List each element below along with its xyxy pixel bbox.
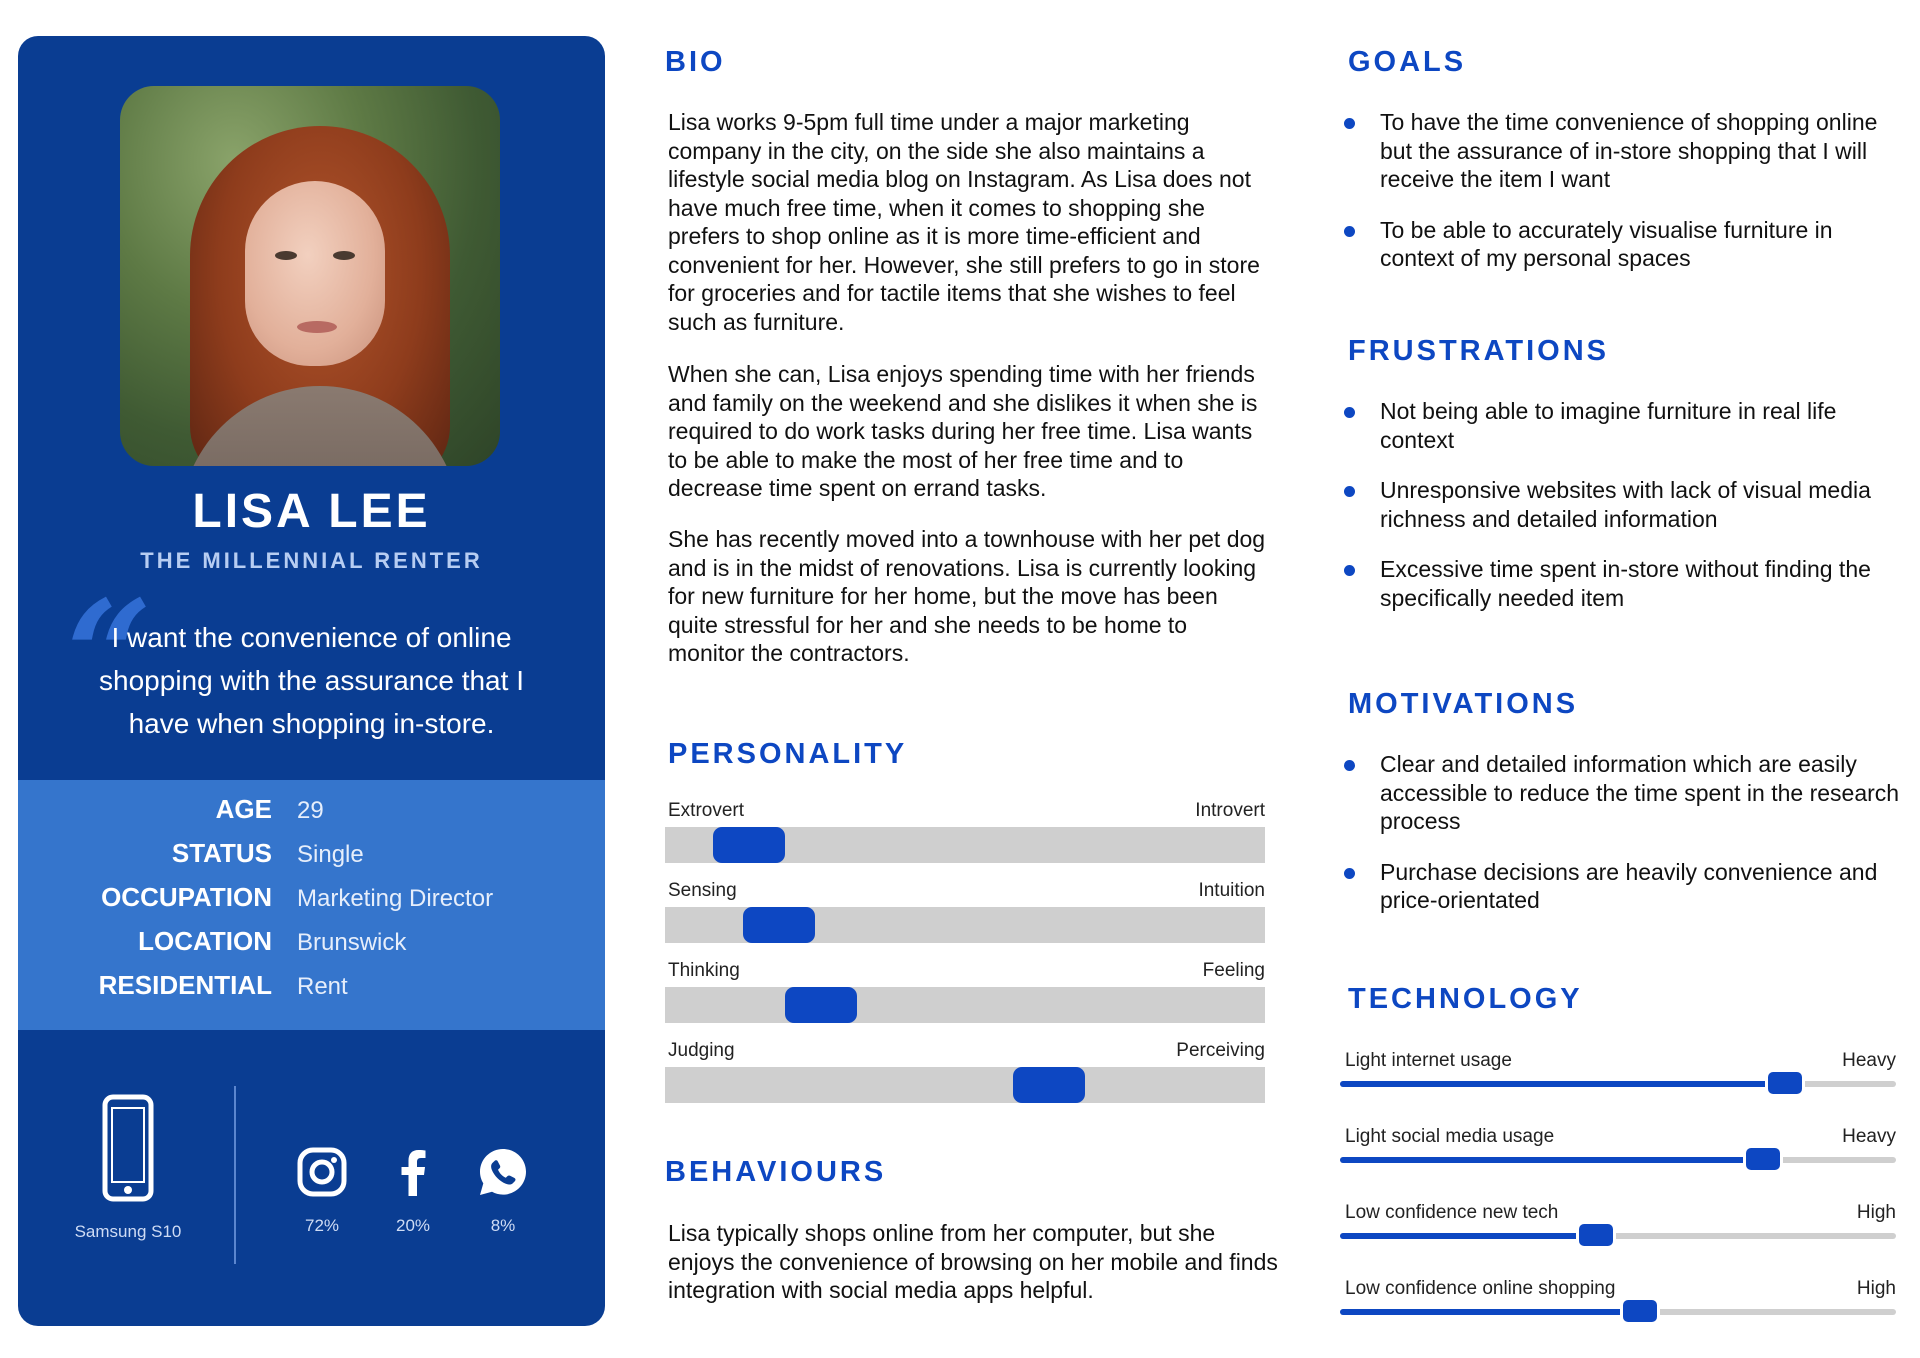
demographic-row (18, 794, 605, 838)
demographic-value: Brunswick (297, 929, 407, 956)
trait-slider-knob (743, 907, 815, 943)
demographic-label: STATUS (171, 838, 272, 868)
bullet-icon (1344, 760, 1355, 771)
tech-left-label: Low confidence online shopping (1345, 1278, 1616, 1299)
demographic-row (18, 926, 605, 970)
technology-heading: TECHNOLOGY (1348, 983, 1583, 1015)
tech-slider-track (1340, 1157, 1896, 1163)
tech-slider-track (1340, 1233, 1896, 1239)
social-percent: 20% (395, 1216, 431, 1235)
list-item: To be able to accurately visualise furniture in context of my personal spaces (1340, 216, 1900, 273)
goals-list (1340, 108, 1900, 295)
trait-left-label: Extrovert (668, 800, 745, 821)
trait-slider-track (665, 827, 1265, 863)
tech-slider-knob (1768, 1072, 1802, 1094)
trait-slider-track (665, 907, 1265, 943)
demographic-value: 29 (297, 797, 324, 824)
behaviours-heading: BEHAVIOURS (665, 1156, 887, 1188)
demographic-value: Marketing Director (297, 885, 494, 912)
demographic-row (18, 838, 605, 882)
bio-heading: BIO (665, 46, 726, 78)
bullet-icon (1344, 118, 1355, 129)
frustrations-heading: FRUSTRATIONS (1348, 335, 1610, 367)
demographic-label: OCCUPATION (101, 882, 272, 912)
persona-subtitle: THE MILLENNIAL RENTER (140, 548, 483, 573)
trait-right-label: Introvert (1195, 800, 1265, 821)
demographic-row (18, 882, 605, 926)
demographic-row (18, 970, 605, 1014)
list-item: Not being able to imagine furniture in real life context (1340, 397, 1900, 454)
demographics-panel (18, 780, 605, 1030)
tech-slider-fill (1340, 1309, 1640, 1315)
trait-left-label: Thinking (668, 960, 740, 981)
tech-right-label: High (1856, 1278, 1896, 1299)
tech-slider-knob (1746, 1148, 1780, 1170)
trait-slider-track (665, 987, 1265, 1023)
persona-quote: I want the convenience of online shopping with the assurance that I have when shopping in-store. (99, 622, 524, 739)
trait-right-label: Perceiving (1176, 1040, 1265, 1061)
tech-left-label: Light social media usage (1345, 1126, 1555, 1147)
goals-heading: GOALS (1348, 46, 1467, 78)
bullet-icon (1344, 868, 1355, 879)
instagram-icon (296, 1146, 348, 1198)
motivations-heading: MOTIVATIONS (1348, 688, 1579, 720)
trait-slider-knob (785, 987, 857, 1023)
trait-slider-knob (1013, 1067, 1085, 1103)
personality-heading: PERSONALITY (668, 738, 908, 770)
frustrations-list (1340, 397, 1900, 634)
persona-name: LISA LEE (192, 485, 431, 538)
bio-paragraph: She has recently moved into a townhouse with her pet dog and is in the midst of renovations. Lisa is currently looking for new furniture for her home, but the move has been quite stressful for her and she needs to be home to monitor the contractors. (668, 526, 1266, 666)
divider (234, 1086, 236, 1264)
trait-right-label: Feeling (1202, 960, 1265, 981)
tech-right-label: Heavy (1842, 1126, 1896, 1147)
trait-right-label: Intuition (1198, 880, 1265, 901)
list-item: Unresponsive websites with lack of visual media richness and detailed information (1340, 476, 1900, 533)
social-percent: 72% (304, 1216, 340, 1235)
tech-slider-track (1340, 1309, 1896, 1315)
trait-left-label: Judging (668, 1040, 735, 1061)
demographic-value: Single (297, 841, 364, 868)
demographic-value: Rent (297, 973, 348, 1000)
list-item: Excessive time spent in-store without finding the specifically needed item (1340, 555, 1900, 612)
bio-paragraph: When she can, Lisa enjoys spending time with her friends and family on the weekend and she dislikes it when she is required to do work tasks during her free time. Lisa wants to be able to make the most of her free time and to decrease time spent on errand tasks. (668, 361, 1258, 501)
smartphone-icon (102, 1094, 154, 1202)
trait-slider-track (665, 1067, 1265, 1103)
tech-right-label: High (1856, 1202, 1896, 1223)
tech-slider-fill (1340, 1157, 1763, 1163)
bullet-icon (1344, 407, 1355, 418)
profile-photo (120, 86, 500, 466)
trait-left-label: Sensing (668, 880, 737, 901)
tech-slider-track (1340, 1081, 1896, 1087)
demographic-label: RESIDENTIAL (98, 970, 272, 1000)
facebook-icon (387, 1146, 439, 1198)
quote-mark-icon: “ (66, 568, 153, 744)
trait-slider-knob (713, 827, 785, 863)
behaviours-text: Lisa typically shops online from her computer, but she enjoys the convenience of browsing on her mobile and finds integration with social media apps helpful. (668, 1220, 1278, 1303)
profile-card (18, 36, 605, 1326)
tech-left-label: Low confidence new tech (1345, 1202, 1559, 1223)
tech-slider-knob (1579, 1224, 1613, 1246)
motivations-list (1340, 750, 1900, 937)
social-percent: 8% (490, 1216, 516, 1235)
list-item: Purchase decisions are heavily convenience and price-orientated (1340, 858, 1900, 915)
tech-slider-knob (1623, 1300, 1657, 1322)
bullet-icon (1344, 226, 1355, 237)
whatsapp-icon (477, 1146, 529, 1198)
tech-slider-fill (1340, 1233, 1596, 1239)
list-item: Clear and detailed information which are easily accessible to reduce the time spent in the research process (1340, 750, 1900, 836)
tech-left-label: Light internet usage (1345, 1050, 1512, 1071)
bullet-icon (1344, 565, 1355, 576)
device-label: Samsung S10 (74, 1222, 182, 1241)
list-item: To have the time convenience of shopping online but the assurance of in-store shopping that I will receive the item I want (1340, 108, 1900, 194)
tech-right-label: Heavy (1842, 1050, 1896, 1071)
demographic-label: LOCATION (138, 926, 272, 956)
demographic-label: AGE (215, 794, 272, 824)
tech-slider-fill (1340, 1081, 1785, 1087)
bullet-icon (1344, 486, 1355, 497)
bio-paragraph: Lisa works 9-5pm full time under a major marketing company in the city, on the side she also maintains a lifestyle social media blog on Instagram. As Lisa does not have much free time, when it comes to shopping she prefers to shop online as it is more time-efficient and convenient for her. However, she still prefers to go in store for groceries and for tactile items that she wishes to feel such as furniture. (668, 109, 1260, 335)
